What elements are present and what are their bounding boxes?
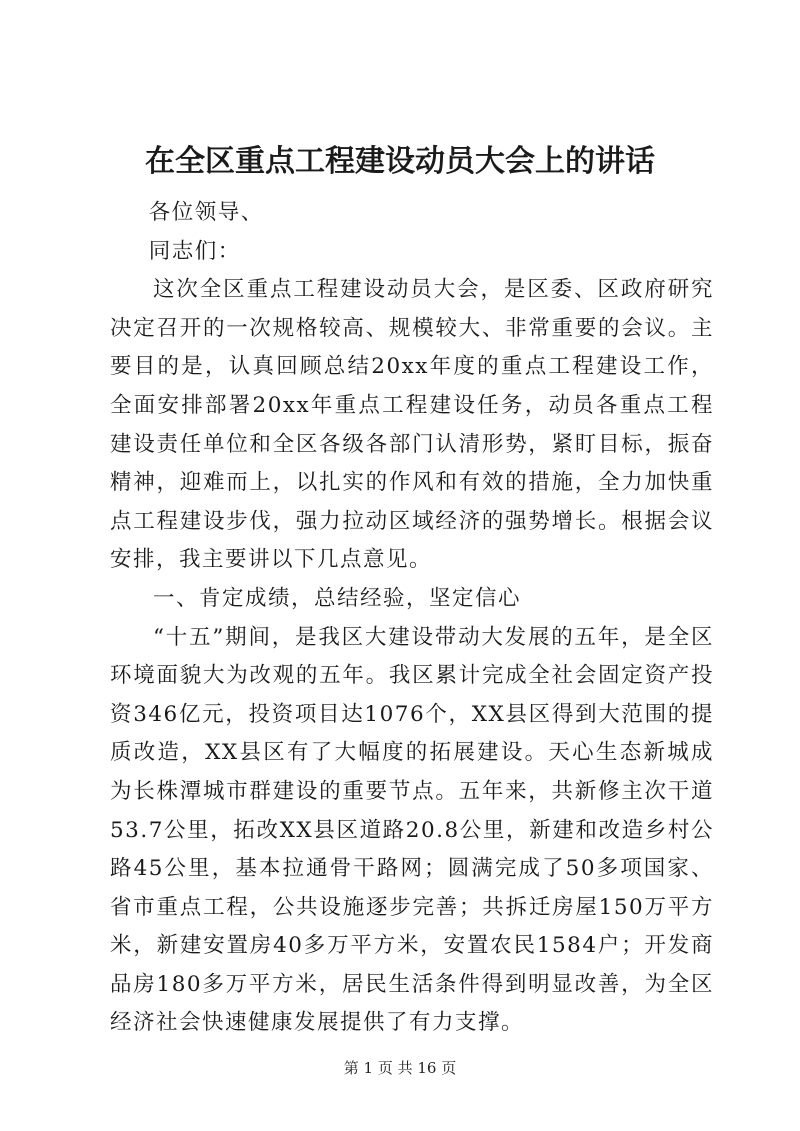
paragraph-achievements: “十五”期间，是我区大建设带动大发展的五年，是全区环境面貌大为改观的五年。我区累计完成全社会固定资产投资346亿元，投资项目达1076个，XX县区得到大范围的提质改造，XX县区有了大幅度的拓展建设。天心生态新城成为长株潭城市群建设的重要节点。五年来，共新修主次干道53.7公里，拓改XX县区道路20.8公里，新建和改造乡村公路45公里，基本拉通骨干路网；圆满完成了50多项国家、省市重点工程，公共设施逐步完善；共拆迁房屋150万平方米，新建安置房40多万平方米，安置农民1584户；开发商品房180多万平方米，居民生活条件得到明显改善，为全区经济社会快速健康发展提供了有力支撑。 — [110, 624, 714, 1036]
section-heading-1: 一、肯定成绩，总结经验，坚定信心 — [153, 585, 522, 611]
document-title: 在全区重点工程建设动员大会上的讲话 — [145, 144, 655, 179]
paragraph-intro: 这次全区重点工程建设动员大会，是区委、区政府研究决定召开的一次规格较高、规模较大、非常重要的会议。主要目的是，认真回顾总结20xx年度的重点工程建设工作，全面安排部署20xx年重点工程建设任务，动员各重点工程建设责任单位和全区各级各部门认清形势，紧盯目标，振奋精神，迎难而上，以扎实的作风和有效的措施，全力加快重点工程建设步伐，强力拉动区域经济的强势增长。根据会议安排，我主要讲以下几点意见。 — [110, 277, 714, 573]
salutation-leaders: 各位领导、 — [148, 200, 264, 225]
salutation-comrades: 同志们： — [148, 238, 241, 264]
document-body — [110, 194, 714, 1043]
page-footer: 第 1 页 共 16 页 — [343, 1059, 457, 1077]
